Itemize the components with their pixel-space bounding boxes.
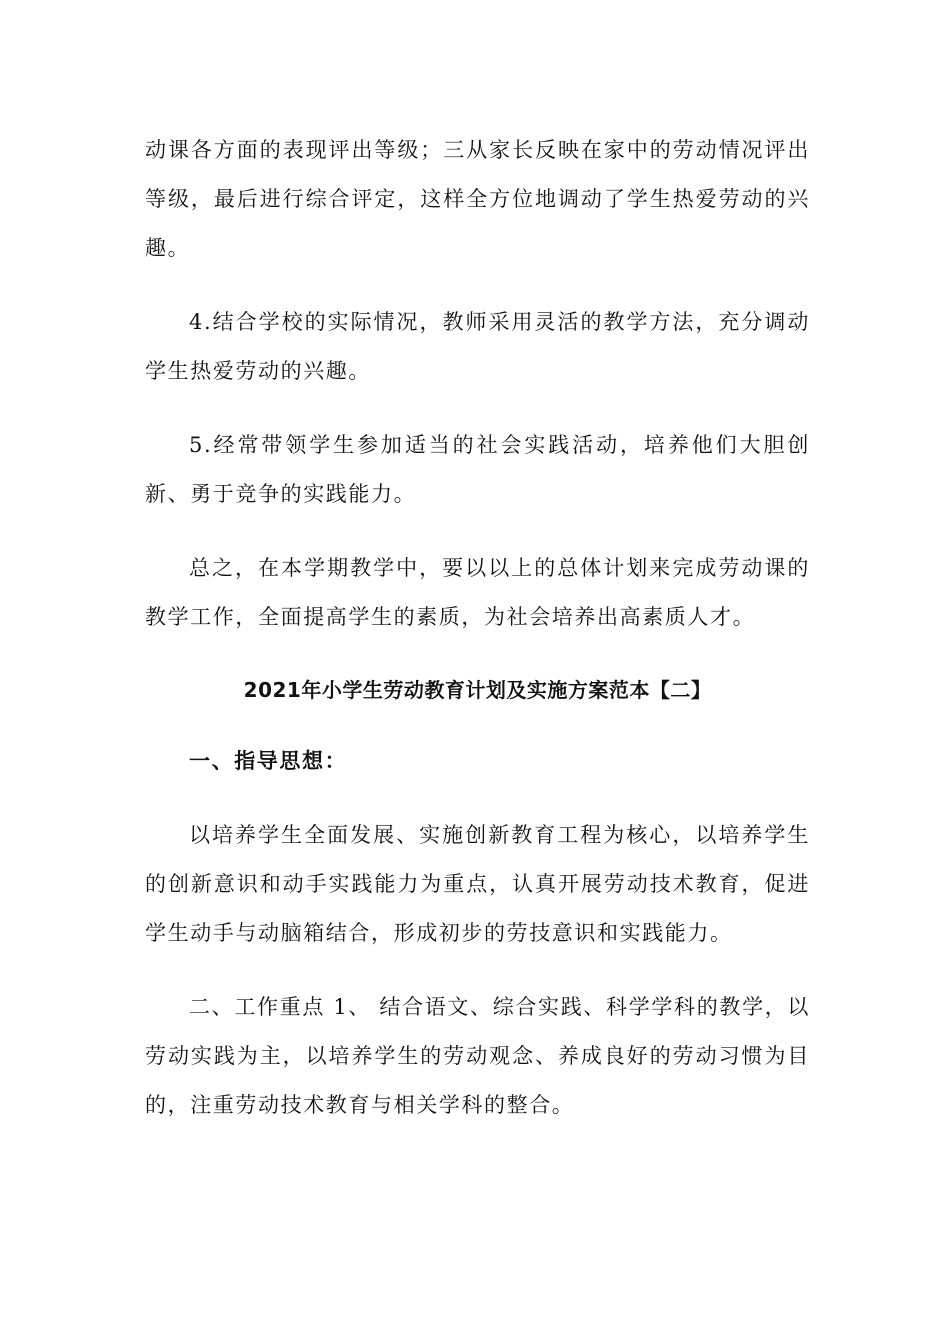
section-heading-guiding-ideology: 一、指导思想：: [189, 748, 348, 773]
paragraph-guiding-ideology: 以培养学生全面发展、实施创新教育工程为核心，以培养学生的创新意识和动手实践能力为重点，认真开展劳动技术教育，促进学生动手与动脑箱结合，形成初步的劳技意识和实践能力。: [145, 823, 810, 945]
paragraph-item-4: 4.结合学校的实际情况，教师采用灵活的教学方法，充分调动学生热爱劳动的兴趣。: [145, 310, 810, 383]
document-section-title: 2021年小学生劳动教育计划及实施方案范本【二】: [243, 678, 712, 702]
paragraph-summary: 总之，在本学期教学中，要以以上的总体计划来完成劳动课的教学工作，全面提高学生的素质，为社会培养出高素质人才。: [145, 556, 810, 629]
paragraph-evaluation-continued: 动课各方面的表现评出等级；三从家长反映在家中的劳动情况评出等级，最后进行综合评定，这样全方位地调动了学生热爱劳动的兴趣。: [145, 138, 810, 260]
paragraph-work-focus: 二、工作重点 1、 结合语文、综合实践、科学学科的教学，以劳动实践为主，以培养学生的劳动观念、养成良好的劳动习惯为目的，注重劳动技术教育与相关学科的整合。: [145, 995, 810, 1117]
paragraph-item-5: 5.经常带领学生参加适当的社会实践活动，培养他们大胆创新、勇于竞争的实践能力。: [145, 433, 810, 506]
